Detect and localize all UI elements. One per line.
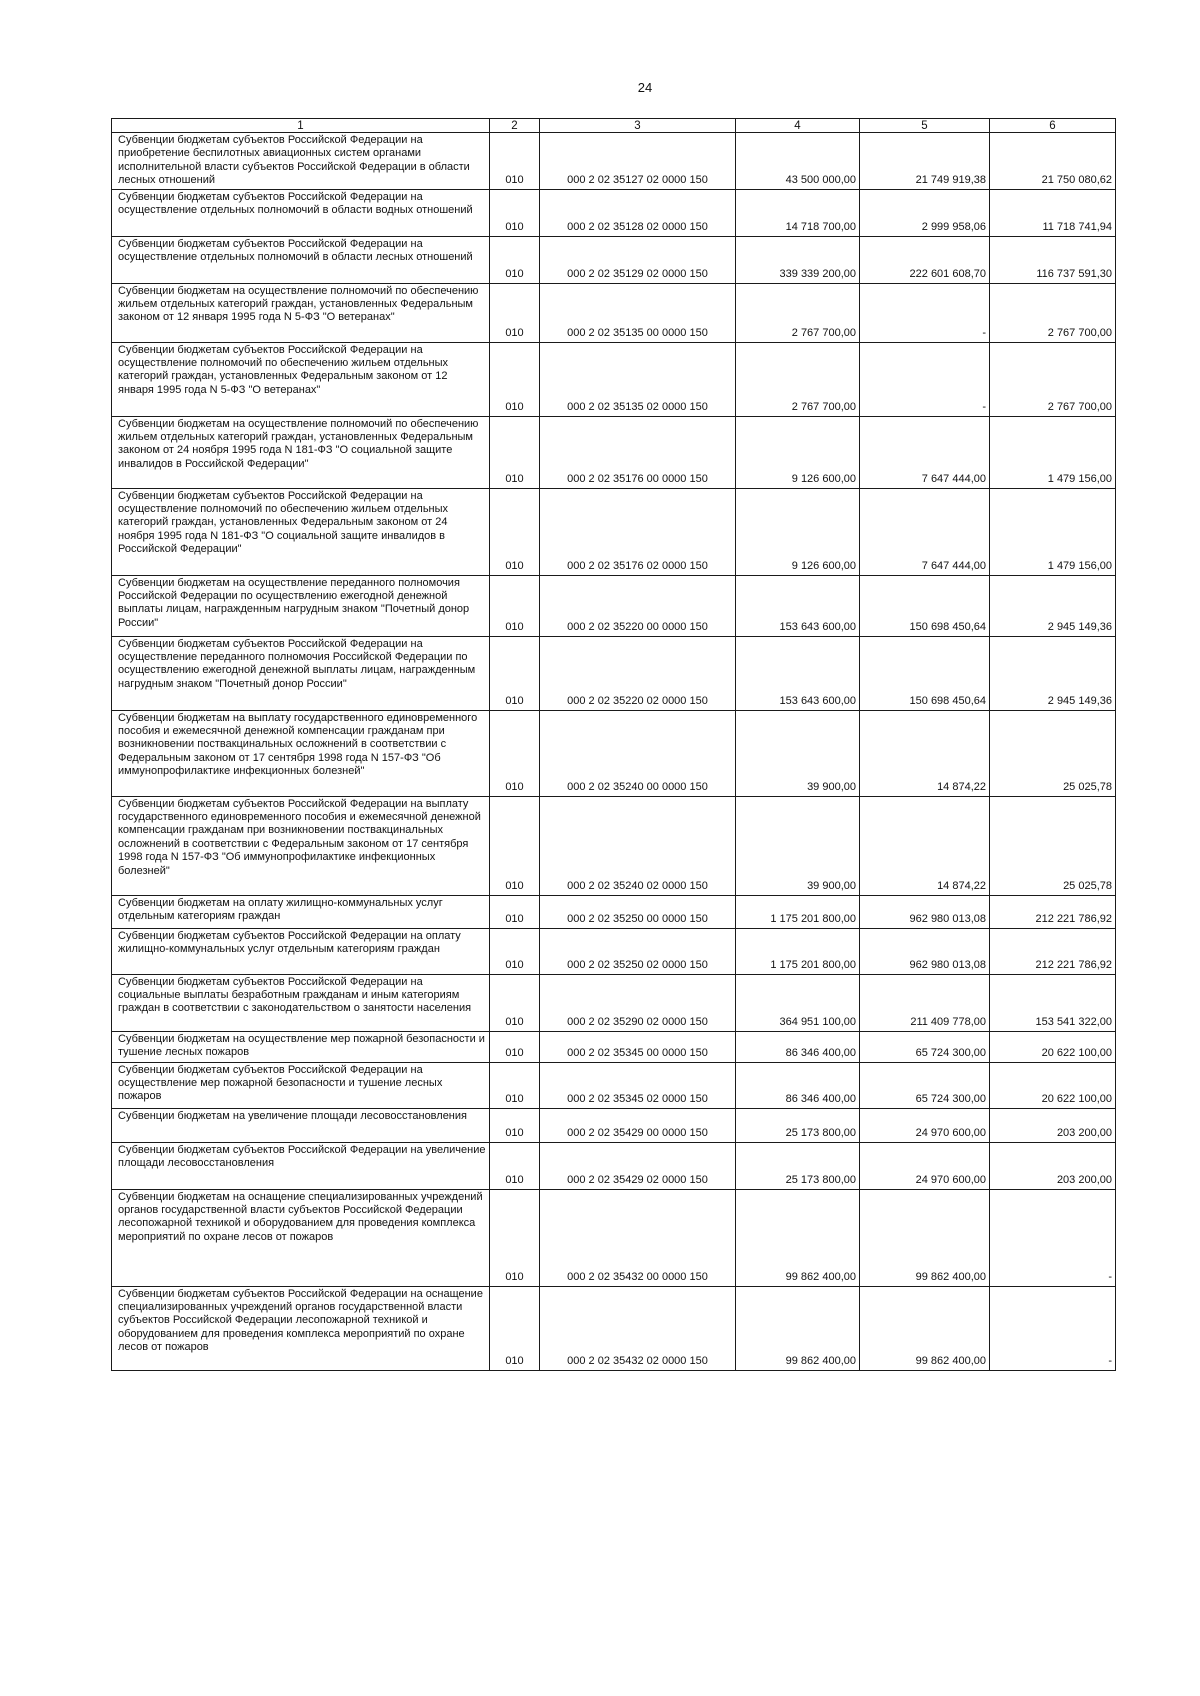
- row-unexecuted-amount: 20 622 100,00: [990, 1062, 1116, 1108]
- row-unexecuted-amount: 2 945 149,36: [990, 575, 1116, 636]
- column-number: 3: [540, 119, 736, 133]
- row-line-code: 010: [490, 928, 540, 974]
- row-line-code: 010: [490, 1286, 540, 1370]
- row-unexecuted-amount: 25 025,78: [990, 710, 1116, 796]
- row-executed-amount: 99 862 400,00: [860, 1286, 990, 1370]
- row-approved-amount: 99 862 400,00: [736, 1286, 860, 1370]
- row-line-code: 010: [490, 974, 540, 1031]
- row-budget-code: 000 2 02 35345 02 0000 150: [540, 1062, 736, 1108]
- table-row: [112, 895, 1116, 928]
- row-budget-code: 000 2 02 35429 00 0000 150: [540, 1108, 736, 1142]
- row-unexecuted-amount: 153 541 322,00: [990, 974, 1116, 1031]
- row-budget-code: 000 2 02 35432 02 0000 150: [540, 1286, 736, 1370]
- table-row: [112, 1108, 1116, 1142]
- table-row: [112, 710, 1116, 796]
- row-line-code: 010: [490, 1142, 540, 1189]
- row-line-code: 010: [490, 488, 540, 575]
- row-description: Субвенции бюджетам субъектов Российской Федерации на оплату жилищно-коммунальных услуг отдельным категориям граждан: [112, 928, 490, 974]
- row-line-code: 010: [490, 710, 540, 796]
- table-row: [112, 342, 1116, 416]
- table-row: [112, 1062, 1116, 1108]
- row-unexecuted-amount: 116 737 591,30: [990, 236, 1116, 283]
- row-budget-code: 000 2 02 35128 02 0000 150: [540, 189, 736, 236]
- table-body: [112, 119, 1116, 1371]
- row-line-code: 010: [490, 895, 540, 928]
- row-unexecuted-amount: 1 479 156,00: [990, 488, 1116, 575]
- row-executed-amount: -: [860, 342, 990, 416]
- row-executed-amount: 211 409 778,00: [860, 974, 990, 1031]
- row-executed-amount: 14 874,22: [860, 796, 990, 895]
- row-description: Субвенции бюджетам на осуществление переданного полномочия Российской Федерации по осуществлению ежегодной денежной выплаты лицам, награжденным нагрудным знаком "Почетный донор России": [112, 575, 490, 636]
- row-unexecuted-amount: -: [990, 1286, 1116, 1370]
- column-number: 1: [112, 119, 490, 133]
- row-executed-amount: 14 874,22: [860, 710, 990, 796]
- row-line-code: 010: [490, 189, 540, 236]
- row-unexecuted-amount: 203 200,00: [990, 1108, 1116, 1142]
- row-description: Субвенции бюджетам на осуществление мер пожарной безопасности и тушение лесных пожаров: [112, 1031, 490, 1062]
- row-executed-amount: 7 647 444,00: [860, 488, 990, 575]
- table-row: [112, 488, 1116, 575]
- row-approved-amount: 9 126 600,00: [736, 416, 860, 488]
- row-description: Субвенции бюджетам субъектов Российской Федерации на осуществление переданного полномочия Российской Федерации по осуществлению ежегодной денежной выплаты лицам, награжденным нагрудным знаком "Почетный донор России": [112, 636, 490, 710]
- row-approved-amount: 2 767 700,00: [736, 342, 860, 416]
- table-row: [112, 1031, 1116, 1062]
- table-row: [112, 575, 1116, 636]
- row-line-code: 010: [490, 1062, 540, 1108]
- row-description: Субвенции бюджетам на выплату государственного единовременного пособия и ежемесячной денежной компенсации гражданам при возникновении поствакцинальных осложнений в соответствии с Федеральным законом от 17 сентября 1998 года N 157-ФЗ "Об иммунопрофилактике инфекционных болезней": [112, 710, 490, 796]
- row-unexecuted-amount: 2 767 700,00: [990, 342, 1116, 416]
- row-budget-code: 000 2 02 35240 00 0000 150: [540, 710, 736, 796]
- table-row: [112, 1286, 1116, 1370]
- row-approved-amount: 99 862 400,00: [736, 1189, 860, 1286]
- row-budget-code: 000 2 02 35290 02 0000 150: [540, 974, 736, 1031]
- row-executed-amount: 65 724 300,00: [860, 1031, 990, 1062]
- table-row: [112, 1142, 1116, 1189]
- table-row: [112, 189, 1116, 236]
- row-approved-amount: 14 718 700,00: [736, 189, 860, 236]
- row-budget-code: 000 2 02 35135 00 0000 150: [540, 283, 736, 342]
- row-unexecuted-amount: 21 750 080,62: [990, 133, 1116, 190]
- row-budget-code: 000 2 02 35176 00 0000 150: [540, 416, 736, 488]
- row-line-code: 010: [490, 575, 540, 636]
- row-description: Субвенции бюджетам субъектов Российской Федерации на выплату государственного единовременного пособия и ежемесячной денежной компенсации гражданам при возникновении поствакцинальных осложнений в соответствии с Федеральным законом от 17 сентября 1998 года N 157-ФЗ "Об иммунопрофилактике инфекционных болезней": [112, 796, 490, 895]
- row-description: Субвенции бюджетам субъектов Российской Федерации на социальные выплаты безработным гражданам и иным категориям граждан в соответствии с законодательством о занятости населения: [112, 974, 490, 1031]
- table-row: [112, 236, 1116, 283]
- row-line-code: 010: [490, 416, 540, 488]
- row-description: Субвенции бюджетам субъектов Российской Федерации на осуществление полномочий по обеспечению жильем отдельных категорий граждан, установленных Федеральным законом от 12 января 1995 года N 5-ФЗ "О ветеранах": [112, 342, 490, 416]
- column-number: 5: [860, 119, 990, 133]
- row-approved-amount: 25 173 800,00: [736, 1108, 860, 1142]
- row-budget-code: 000 2 02 35220 02 0000 150: [540, 636, 736, 710]
- row-unexecuted-amount: 212 221 786,92: [990, 895, 1116, 928]
- row-executed-amount: 21 749 919,38: [860, 133, 990, 190]
- row-approved-amount: 9 126 600,00: [736, 488, 860, 575]
- row-budget-code: 000 2 02 35176 02 0000 150: [540, 488, 736, 575]
- row-unexecuted-amount: 2 767 700,00: [990, 283, 1116, 342]
- row-executed-amount: 962 980 013,08: [860, 928, 990, 974]
- row-approved-amount: 2 767 700,00: [736, 283, 860, 342]
- table-row: [112, 133, 1116, 190]
- row-description: Субвенции бюджетам субъектов Российской Федерации на осуществление отдельных полномочий в области водных отношений: [112, 189, 490, 236]
- row-executed-amount: 65 724 300,00: [860, 1062, 990, 1108]
- row-executed-amount: 7 647 444,00: [860, 416, 990, 488]
- row-budget-code: 000 2 02 35129 02 0000 150: [540, 236, 736, 283]
- row-description: Субвенции бюджетам на оснащение специализированных учреждений органов государственной власти субъектов Российской Федерации лесопожарной техникой и оборудованием для проведения комплекса мероприятий по охране лесов от пожаров: [112, 1189, 490, 1286]
- row-executed-amount: 150 698 450,64: [860, 575, 990, 636]
- row-line-code: 010: [490, 283, 540, 342]
- row-approved-amount: 153 643 600,00: [736, 575, 860, 636]
- row-unexecuted-amount: 203 200,00: [990, 1142, 1116, 1189]
- row-approved-amount: 86 346 400,00: [736, 1031, 860, 1062]
- table-row: [112, 416, 1116, 488]
- column-number: 2: [490, 119, 540, 133]
- row-approved-amount: 39 900,00: [736, 796, 860, 895]
- row-approved-amount: 43 500 000,00: [736, 133, 860, 190]
- row-description: Субвенции бюджетам на увеличение площади лесовосстановления: [112, 1108, 490, 1142]
- column-number: 4: [736, 119, 860, 133]
- row-executed-amount: 24 970 600,00: [860, 1142, 990, 1189]
- row-line-code: 010: [490, 636, 540, 710]
- row-description: Субвенции бюджетам на осуществление полномочий по обеспечению жильем отдельных категорий граждан, установленных Федеральным законом от 12 января 1995 года N 5-ФЗ "О ветеранах": [112, 283, 490, 342]
- row-description: Субвенции бюджетам субъектов Российской Федерации на приобретение беспилотных авиационных систем органами исполнительной власти субъектов Российской Федерации в области лесных отношений: [112, 133, 490, 190]
- row-executed-amount: 222 601 608,70: [860, 236, 990, 283]
- row-unexecuted-amount: 20 622 100,00: [990, 1031, 1116, 1062]
- row-line-code: 010: [490, 1031, 540, 1062]
- row-budget-code: 000 2 02 35127 02 0000 150: [540, 133, 736, 190]
- row-budget-code: 000 2 02 35345 00 0000 150: [540, 1031, 736, 1062]
- row-approved-amount: 1 175 201 800,00: [736, 928, 860, 974]
- row-approved-amount: 86 346 400,00: [736, 1062, 860, 1108]
- row-description: Субвенции бюджетам субъектов Российской Федерации на осуществление отдельных полномочий в области лесных отношений: [112, 236, 490, 283]
- row-unexecuted-amount: -: [990, 1189, 1116, 1286]
- table-row: [112, 974, 1116, 1031]
- row-description: Субвенции бюджетам субъектов Российской Федерации на осуществление мер пожарной безопасности и тушение лесных пожаров: [112, 1062, 490, 1108]
- row-line-code: 010: [490, 342, 540, 416]
- row-budget-code: 000 2 02 35240 02 0000 150: [540, 796, 736, 895]
- row-line-code: 010: [490, 133, 540, 190]
- row-unexecuted-amount: 2 945 149,36: [990, 636, 1116, 710]
- row-line-code: 010: [490, 1108, 540, 1142]
- row-executed-amount: 150 698 450,64: [860, 636, 990, 710]
- row-description: Субвенции бюджетам на оплату жилищно-коммунальных услуг отдельным категориям граждан: [112, 895, 490, 928]
- column-number-header: [112, 119, 1116, 133]
- column-number: 6: [990, 119, 1116, 133]
- table-row: [112, 283, 1116, 342]
- row-approved-amount: 339 339 200,00: [736, 236, 860, 283]
- row-unexecuted-amount: 212 221 786,92: [990, 928, 1116, 974]
- row-description: Субвенции бюджетам субъектов Российской Федерации на осуществление полномочий по обеспечению жильем отдельных категорий граждан, установленных Федеральным законом от 24 ноября 1995 года N 181-ФЗ "О социальной защите инвалидов в Российской Федерации": [112, 488, 490, 575]
- row-approved-amount: 1 175 201 800,00: [736, 895, 860, 928]
- page-number: 24: [637, 80, 653, 95]
- row-executed-amount: 24 970 600,00: [860, 1108, 990, 1142]
- row-executed-amount: 2 999 958,06: [860, 189, 990, 236]
- row-approved-amount: 25 173 800,00: [736, 1142, 860, 1189]
- row-executed-amount: -: [860, 283, 990, 342]
- row-budget-code: 000 2 02 35250 02 0000 150: [540, 928, 736, 974]
- table-row: [112, 796, 1116, 895]
- table-row: [112, 928, 1116, 974]
- table-row: [112, 636, 1116, 710]
- row-approved-amount: 153 643 600,00: [736, 636, 860, 710]
- row-description: Субвенции бюджетам субъектов Российской Федерации на оснащение специализированных учреждений органов государственной власти субъектов Российской Федерации лесопожарной техникой и оборудованием для проведения комплекса мероприятий по охране лесов от пожаров: [112, 1286, 490, 1370]
- row-budget-code: 000 2 02 35135 02 0000 150: [540, 342, 736, 416]
- row-description: Субвенции бюджетам на осуществление полномочий по обеспечению жильем отдельных категорий граждан, установленных Федеральным законом от 24 ноября 1995 года N 181-ФЗ "О социальной защите инвалидов в Российской Федерации": [112, 416, 490, 488]
- row-budget-code: 000 2 02 35220 00 0000 150: [540, 575, 736, 636]
- row-line-code: 010: [490, 796, 540, 895]
- row-unexecuted-amount: 1 479 156,00: [990, 416, 1116, 488]
- row-budget-code: 000 2 02 35429 02 0000 150: [540, 1142, 736, 1189]
- row-line-code: 010: [490, 236, 540, 283]
- table-row: [112, 1189, 1116, 1286]
- row-budget-code: 000 2 02 35432 00 0000 150: [540, 1189, 736, 1286]
- row-description: Субвенции бюджетам субъектов Российской Федерации на увеличение площади лесовосстановления: [112, 1142, 490, 1189]
- row-line-code: 010: [490, 1189, 540, 1286]
- row-approved-amount: 39 900,00: [736, 710, 860, 796]
- row-budget-code: 000 2 02 35250 00 0000 150: [540, 895, 736, 928]
- row-executed-amount: 99 862 400,00: [860, 1189, 990, 1286]
- row-approved-amount: 364 951 100,00: [736, 974, 860, 1031]
- row-unexecuted-amount: 11 718 741,94: [990, 189, 1116, 236]
- row-executed-amount: 962 980 013,08: [860, 895, 990, 928]
- budget-table: [111, 118, 1116, 1371]
- row-unexecuted-amount: 25 025,78: [990, 796, 1116, 895]
